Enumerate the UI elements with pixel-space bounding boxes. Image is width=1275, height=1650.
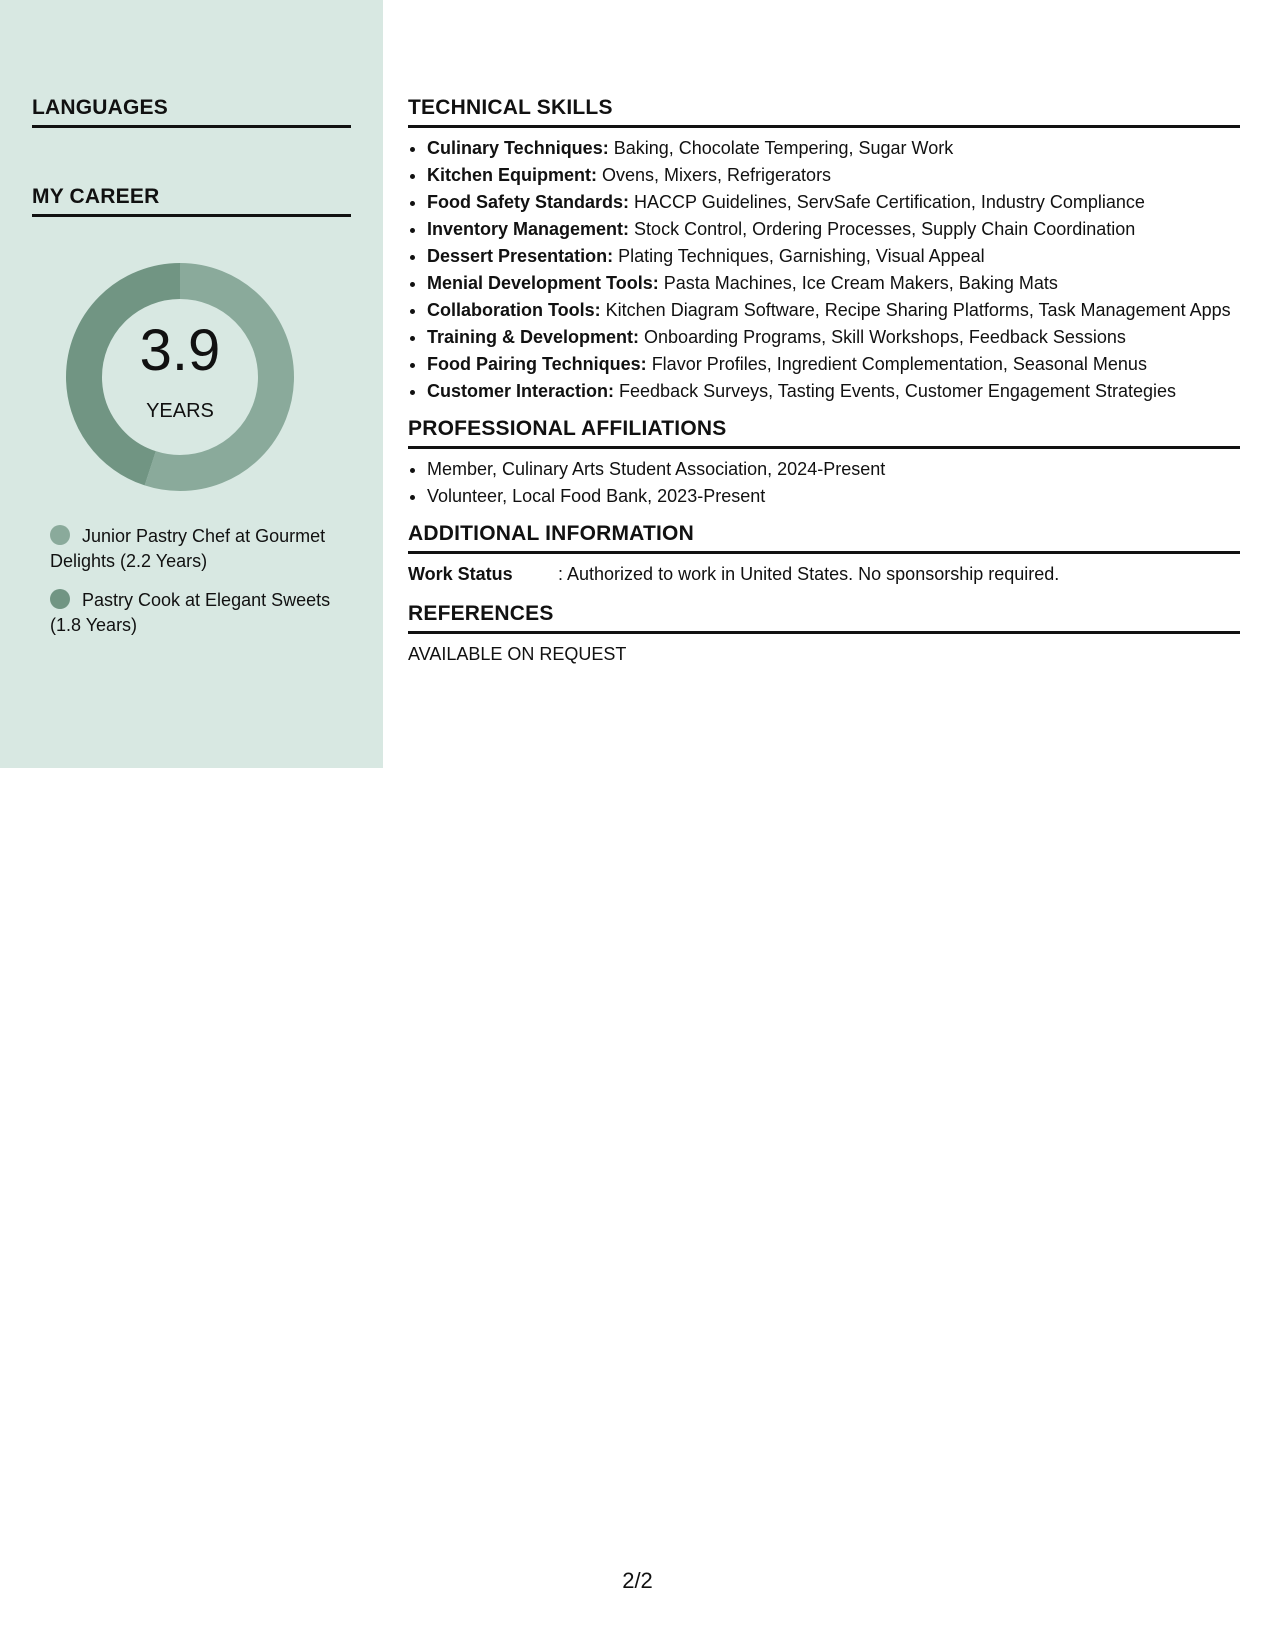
list-item: • Member, Culinary Arts Student Association, 2024-Present [427, 457, 1240, 481]
skill-text: HACCP Guidelines, ServSafe Certification, Industry Compliance [629, 192, 1145, 212]
list-item [427, 136, 1240, 160]
skill-label: Collaboration Tools: [427, 300, 601, 320]
work-status-row [408, 562, 1240, 586]
career-years-unit: YEARS [146, 400, 214, 422]
legend-dot-icon [50, 589, 70, 609]
skill-text: Stock Control, Ordering Processes, Supply Chain Coordination [629, 219, 1136, 239]
career-legend [50, 524, 350, 652]
affiliations-heading: PROFESSIONAL AFFILIATIONS [408, 417, 1240, 449]
skill-label: Food Pairing Techniques: [427, 354, 647, 374]
sidebar [0, 0, 383, 768]
skill-text: Baking, Chocolate Tempering, Sugar Work [608, 138, 954, 158]
references-text: AVAILABLE ON REQUEST [408, 644, 627, 664]
legend-item [50, 588, 350, 638]
legend-item [50, 524, 350, 574]
career-donut-chart [65, 262, 295, 492]
skill-label: Kitchen Equipment: [427, 165, 597, 185]
skill-text: Ovens, Mixers, Refrigerators [597, 165, 832, 185]
languages-heading: LANGUAGES [32, 96, 351, 128]
technical-skills-list [408, 136, 1240, 403]
list-item [427, 190, 1240, 214]
list-item [427, 217, 1240, 241]
list-item [427, 352, 1240, 376]
career-heading: MY CAREER [32, 185, 351, 217]
career-years-value: 3.9 [139, 318, 221, 383]
list-item [427, 325, 1240, 349]
skill-label: Culinary Techniques: [427, 138, 609, 158]
list-item [427, 379, 1240, 403]
references-heading: REFERENCES [408, 602, 1240, 634]
page-number: 2/2 [622, 1568, 653, 1593]
skill-label: Customer Interaction: [427, 381, 615, 401]
skill-label: Dessert Presentation: [427, 246, 614, 266]
list-item [427, 298, 1240, 322]
skill-label: Inventory Management: [427, 219, 630, 239]
skill-text: Onboarding Programs, Skill Workshops, Feedback Sessions [639, 327, 1126, 347]
work-status-value: : Authorized to work in United States. No sponsorship required. [558, 564, 1060, 584]
skill-label: Food Safety Standards: [427, 192, 630, 212]
additional-information-heading: ADDITIONAL INFORMATION [408, 522, 1240, 554]
technical-skills-heading: TECHNICAL SKILLS [408, 96, 1240, 128]
legend-label: Junior Pastry Chef at Gourmet Delights (2.2 Years) [50, 526, 326, 571]
legend-dot-icon [50, 525, 70, 545]
skill-label: Menial Development Tools: [427, 273, 659, 293]
skill-label: Training & Development: [427, 327, 640, 347]
skill-text: Plating Techniques, Garnishing, Visual Appeal [613, 246, 985, 266]
skill-text: Pasta Machines, Ice Cream Makers, Baking Mats [658, 273, 1058, 293]
skill-text: Feedback Surveys, Tasting Events, Customer Engagement Strategies [614, 381, 1176, 401]
work-status-label: Work Status [408, 564, 513, 584]
affiliations-list [408, 457, 1240, 508]
list-item [427, 244, 1240, 268]
legend-label: Pastry Cook at Elegant Sweets (1.8 Years) [50, 590, 331, 635]
list-item [427, 163, 1240, 187]
skill-text: Kitchen Diagram Software, Recipe Sharing Platforms, Task Management Apps [600, 300, 1231, 320]
list-item: • Volunteer, Local Food Bank, 2023-Present [427, 484, 1240, 508]
list-item [427, 271, 1240, 295]
skill-text: Flavor Profiles, Ingredient Complementation, Seasonal Menus [646, 354, 1147, 374]
main-content [408, 96, 1240, 666]
